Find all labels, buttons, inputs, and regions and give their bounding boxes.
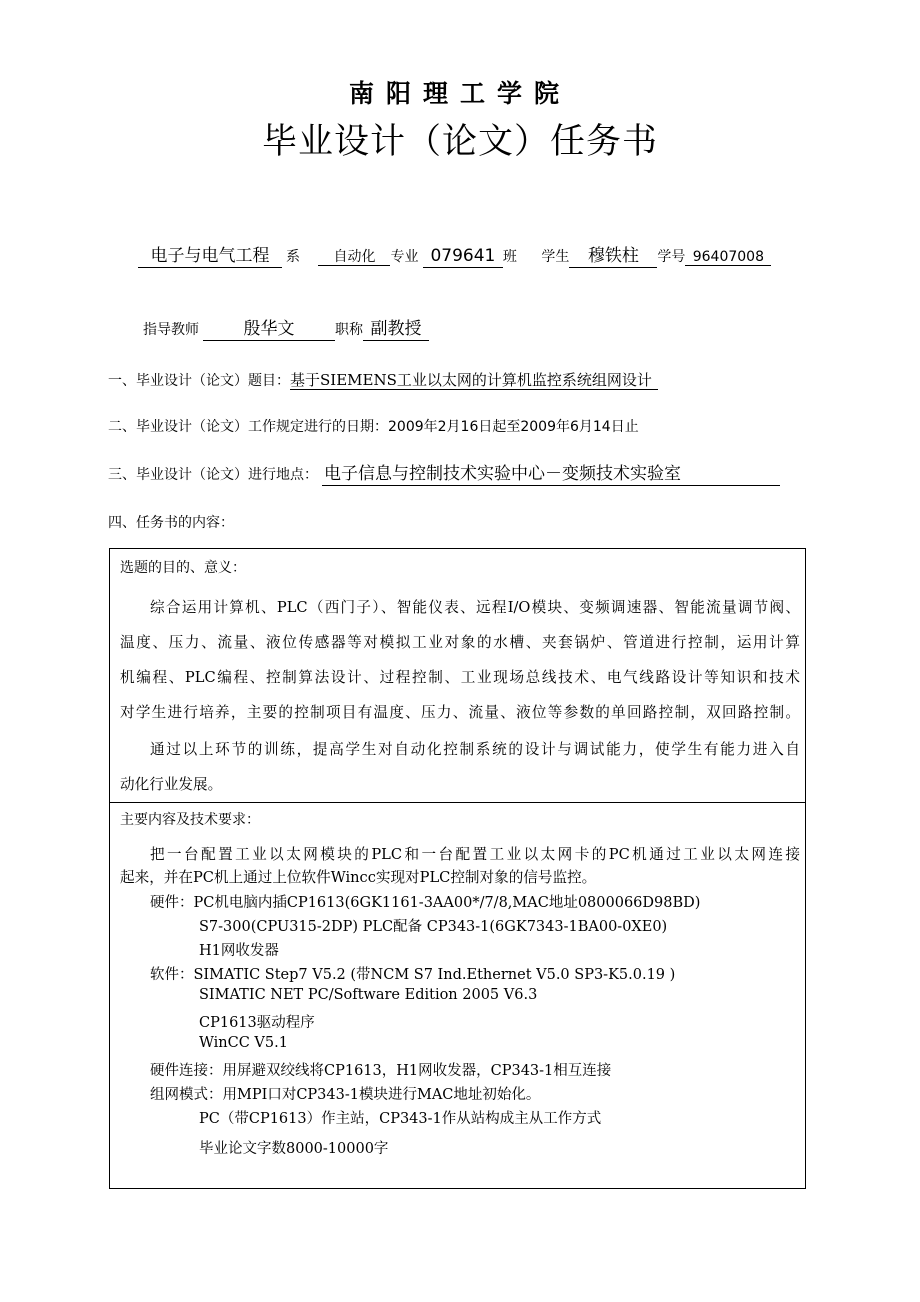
student-label: 学生 [541,249,570,265]
major-label: 专业 [390,249,419,265]
rank-value: 副教授 [363,320,429,341]
purpose-line: 温度、压力、流量、液位传感器等对模拟工业对象的水槽、夹套锅炉、管道进行控制，运用计算 [120,634,800,651]
purpose-line: 综合运用计算机、PLC（西门子）、智能仪表、远程I/O模块、变频调速器、智能流量调节阀、 [150,599,800,616]
purpose-line: 动化行业发展。 [120,776,223,793]
topic-row [108,370,658,390]
student-info-row [138,246,771,268]
class-label: 班 [502,249,517,265]
student-name: 穆铁柱 [569,247,657,268]
advisor-label: 指导教师 [143,322,199,338]
location-label: 三、毕业设计（论文）进行地点： [108,467,318,483]
requirements-line: 毕业论文字数8000-10000字 [199,1141,389,1157]
topic-label: 一、毕业设计（论文）题目： [108,373,290,389]
advisor-name: 殷华文 [203,320,335,341]
purpose-box [109,548,806,803]
department-value: 电子与电气工程 [138,247,282,268]
rank-label: 职称 [335,322,363,338]
advisor-row [143,319,429,341]
school-name: 南阳理工学院 [348,79,571,108]
location-row [108,464,780,486]
student-no-value: 96407008 [685,249,771,266]
purpose-line: 机编程、PLC编程、控制算法设计、过程控制、工业现场总线技术、电气线路设计等知识和技术 [120,669,800,686]
requirements-line: 起来，并在PC机上通过上位软件Wincc实现对PLC控制对象的信号监控。 [120,869,597,886]
requirements-box [109,802,806,1189]
location-value: 电子信息与控制技术实验中心－变频技术实验室 [322,465,780,486]
requirements-line: 硬件连接：用屏避双绞线将CP1613，H1网收发器，CP343-1相互连接 [150,1063,612,1079]
student-no-label: 学号 [657,249,686,265]
requirements-line: 软件：SIMATIC Step7 V5.2 (带NCM S7 Ind.Ethernet V5.0 SP3-K5.0.19 ) [150,967,676,983]
major-value: 自动化 [318,249,390,266]
requirements-line: S7-300(CPU315-2DP) PLC配备 CP343-1(6GK7343-1BA00-0XE0) [199,919,668,935]
requirements-line: WinCC V5.1 [199,1035,288,1051]
requirements-heading: 主要内容及技术要求： [120,812,260,828]
dates-label: 二、毕业设计（论文）工作规定进行的日期： [108,419,388,435]
requirements-line: SIMATIC NET PC/Software Edition 2005 V6.3 [199,987,538,1003]
requirements-line: 硬件：PC机电脑内插CP1613(6GK1161-3AA00*/7/8,MAC地址0800066D98BD) [150,895,701,911]
topic-value: 基于SIEMENS工业以太网的计算机监控系统组网设计 [290,372,658,390]
purpose-heading: 选题的目的、意义： [120,560,246,576]
requirements-line: H1网收发器 [199,943,279,959]
requirements-line: 把一台配置工业以太网模块的PLC和一台配置工业以太网卡的PC机通过工业以太网连接 [150,846,800,863]
purpose-line: 通过以上环节的训练，提高学生对自动化控制系统的设计与调试能力，使学生有能力进入自 [150,741,800,758]
purpose-line: 对学生进行培养，主要的控制项目有温度、压力、流量、液位等参数的单回路控制，双回路控制。 [120,704,800,721]
content-label: 四、任务书的内容： [108,515,234,531]
dates-value: 2009年2月16日起至2009年6月14日止 [388,419,639,435]
dates-row [108,416,639,436]
requirements-line: 组网模式：用MPI口对CP343-1模块进行MAC地址初始化。 [150,1087,541,1103]
department-label: 系 [286,249,300,265]
class-value: 079641 [423,247,503,268]
document-title: 毕业设计（论文）任务书 [261,122,658,162]
requirements-line: PC（带CP1613）作主站，CP343-1作从站构成主从工作方式 [199,1111,602,1127]
requirements-line: CP1613驱动程序 [199,1015,315,1031]
